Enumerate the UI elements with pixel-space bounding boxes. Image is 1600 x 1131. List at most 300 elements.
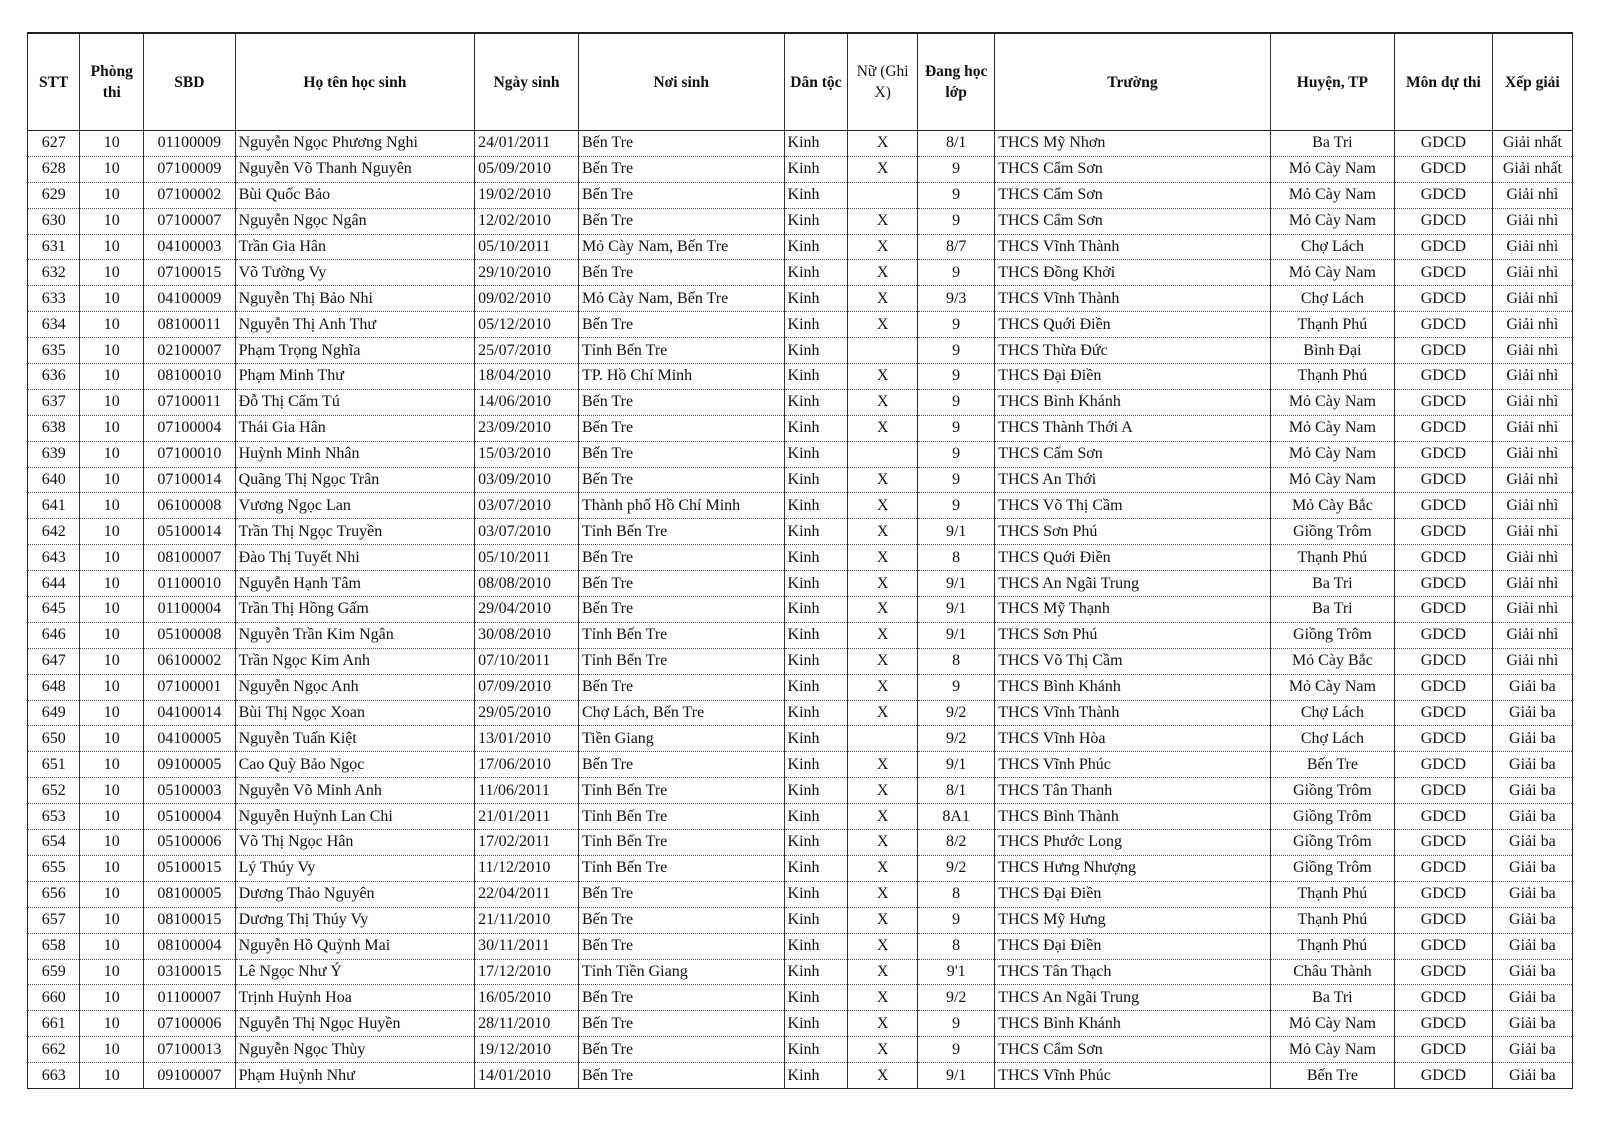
cell-huyen-tp: Thạnh Phú (1270, 933, 1394, 959)
cell-xep-giai: Giải ba (1492, 985, 1572, 1011)
table-row (28, 519, 1573, 545)
cell-noi-sinh: Bến Tre (578, 1037, 784, 1063)
cell-stt: 651 (28, 752, 80, 778)
cell-ho-ten: Lý Thúy Vy (235, 855, 475, 881)
cell-phong-thi: 10 (80, 804, 144, 830)
cell-nu: X (848, 260, 918, 286)
cell-truong: THCS Mỹ Nhơn (995, 131, 1270, 157)
cell-ngay-sinh: 07/09/2010 (475, 674, 579, 700)
cell-nu: X (848, 156, 918, 182)
cell-truong: THCS Quới Điền (995, 545, 1270, 571)
cell-sbd: 01100004 (144, 597, 235, 623)
cell-xep-giai: Giải nhất (1492, 156, 1572, 182)
header-noi-sinh: Nơi sinh (578, 33, 784, 131)
cell-dang-hoc-lop: 8 (918, 881, 995, 907)
cell-xep-giai: Giải nhì (1492, 597, 1572, 623)
cell-phong-thi: 10 (80, 389, 144, 415)
cell-xep-giai: Giải ba (1492, 959, 1572, 985)
cell-truong: THCS Vĩnh Thành (995, 286, 1270, 312)
cell-nu: X (848, 674, 918, 700)
header-mon-du-thi: Môn dự thi (1395, 33, 1493, 131)
cell-sbd: 05100014 (144, 519, 235, 545)
header-phong-thi: Phòng thi (80, 33, 144, 131)
header-dan-toc: Dân tộc (784, 33, 848, 131)
table-row (28, 415, 1573, 441)
cell-ho-ten: Trần Gia Hân (235, 234, 475, 260)
cell-sbd: 07100013 (144, 1037, 235, 1063)
cell-dang-hoc-lop: 9 (918, 467, 995, 493)
cell-xep-giai: Giải nhì (1492, 441, 1572, 467)
cell-huyen-tp: Thạnh Phú (1270, 312, 1394, 338)
cell-phong-thi: 10 (80, 881, 144, 907)
cell-noi-sinh: Bến Tre (578, 208, 784, 234)
table-row (28, 959, 1573, 985)
table-row (28, 674, 1573, 700)
cell-dan-toc: Kinh (784, 648, 848, 674)
table-row (28, 545, 1573, 571)
cell-mon-du-thi: GDCD (1395, 959, 1493, 985)
cell-ngay-sinh: 13/01/2010 (475, 726, 579, 752)
cell-dang-hoc-lop: 8 (918, 933, 995, 959)
cell-mon-du-thi: GDCD (1395, 804, 1493, 830)
cell-truong: THCS Hưng Nhượng (995, 855, 1270, 881)
cell-dan-toc: Kinh (784, 182, 848, 208)
cell-ngay-sinh: 07/10/2011 (475, 648, 579, 674)
cell-xep-giai: Giải ba (1492, 933, 1572, 959)
cell-xep-giai: Giải ba (1492, 726, 1572, 752)
cell-stt: 627 (28, 131, 80, 157)
cell-sbd: 05100004 (144, 804, 235, 830)
cell-ho-ten: Quãng Thị Ngọc Trân (235, 467, 475, 493)
cell-ngay-sinh: 28/11/2010 (475, 1011, 579, 1037)
cell-nu: X (848, 778, 918, 804)
cell-noi-sinh: Bến Tre (578, 467, 784, 493)
cell-ho-ten: Thái Gia Hân (235, 415, 475, 441)
cell-dan-toc: Kinh (784, 441, 848, 467)
cell-xep-giai: Giải nhì (1492, 389, 1572, 415)
cell-stt: 663 (28, 1063, 80, 1089)
results-table (27, 32, 1573, 1089)
cell-sbd: 07100002 (144, 182, 235, 208)
cell-dang-hoc-lop: 9/1 (918, 571, 995, 597)
cell-noi-sinh: Chợ Lách, Bến Tre (578, 700, 784, 726)
cell-noi-sinh: Bến Tre (578, 881, 784, 907)
cell-ho-ten: Dương Thị Thúy Vy (235, 907, 475, 933)
cell-dang-hoc-lop: 9/1 (918, 519, 995, 545)
cell-mon-du-thi: GDCD (1395, 467, 1493, 493)
header-sbd: SBD (144, 33, 235, 131)
cell-dang-hoc-lop: 9/1 (918, 622, 995, 648)
header-xep-giai: Xếp giải (1492, 33, 1572, 131)
cell-nu (848, 726, 918, 752)
table-row (28, 648, 1573, 674)
cell-sbd: 05100008 (144, 622, 235, 648)
cell-ngay-sinh: 09/02/2010 (475, 286, 579, 312)
cell-huyen-tp: Giồng Trôm (1270, 804, 1394, 830)
cell-stt: 657 (28, 907, 80, 933)
cell-nu (848, 182, 918, 208)
cell-ho-ten: Phạm Huỳnh Như (235, 1063, 475, 1089)
cell-dang-hoc-lop: 9/1 (918, 1063, 995, 1089)
cell-dan-toc: Kinh (784, 156, 848, 182)
cell-mon-du-thi: GDCD (1395, 364, 1493, 390)
cell-noi-sinh: Bến Tre (578, 933, 784, 959)
cell-truong: THCS Sơn Phú (995, 519, 1270, 545)
cell-noi-sinh: Bến Tre (578, 597, 784, 623)
cell-xep-giai: Giải ba (1492, 752, 1572, 778)
cell-nu: X (848, 467, 918, 493)
cell-stt: 653 (28, 804, 80, 830)
table-row (28, 855, 1573, 881)
cell-nu: X (848, 985, 918, 1011)
cell-phong-thi: 10 (80, 985, 144, 1011)
table-row (28, 364, 1573, 390)
cell-truong: THCS Đại Điền (995, 933, 1270, 959)
cell-mon-du-thi: GDCD (1395, 674, 1493, 700)
cell-phong-thi: 10 (80, 312, 144, 338)
cell-huyen-tp: Thạnh Phú (1270, 545, 1394, 571)
cell-sbd: 08100015 (144, 907, 235, 933)
cell-dang-hoc-lop: 8 (918, 648, 995, 674)
cell-phong-thi: 10 (80, 131, 144, 157)
cell-phong-thi: 10 (80, 338, 144, 364)
cell-phong-thi: 10 (80, 260, 144, 286)
cell-phong-thi: 10 (80, 1037, 144, 1063)
cell-noi-sinh: Tỉnh Bến Tre (578, 778, 784, 804)
cell-stt: 643 (28, 545, 80, 571)
cell-sbd: 09100007 (144, 1063, 235, 1089)
cell-sbd: 01100010 (144, 571, 235, 597)
cell-dan-toc: Kinh (784, 907, 848, 933)
cell-ngay-sinh: 29/10/2010 (475, 260, 579, 286)
cell-mon-du-thi: GDCD (1395, 597, 1493, 623)
cell-sbd: 01100009 (144, 131, 235, 157)
cell-mon-du-thi: GDCD (1395, 131, 1493, 157)
cell-truong: THCS An Ngãi Trung (995, 571, 1270, 597)
cell-sbd: 07100015 (144, 260, 235, 286)
cell-huyen-tp: Chợ Lách (1270, 234, 1394, 260)
cell-noi-sinh: Bến Tre (578, 131, 784, 157)
cell-xep-giai: Giải ba (1492, 881, 1572, 907)
cell-truong: THCS Vĩnh Hòa (995, 726, 1270, 752)
cell-sbd: 08100005 (144, 881, 235, 907)
cell-dang-hoc-lop: 9 (918, 364, 995, 390)
cell-huyen-tp: Ba Tri (1270, 985, 1394, 1011)
cell-noi-sinh: Bến Tre (578, 545, 784, 571)
cell-sbd: 07100007 (144, 208, 235, 234)
header-truong: Trường (995, 33, 1270, 131)
cell-dan-toc: Kinh (784, 415, 848, 441)
cell-sbd: 04100003 (144, 234, 235, 260)
cell-ngay-sinh: 15/03/2010 (475, 441, 579, 467)
cell-mon-du-thi: GDCD (1395, 415, 1493, 441)
cell-noi-sinh: Bến Tre (578, 182, 784, 208)
cell-xep-giai: Giải nhì (1492, 622, 1572, 648)
cell-xep-giai: Giải ba (1492, 1063, 1572, 1089)
cell-huyen-tp: Chợ Lách (1270, 700, 1394, 726)
cell-stt: 662 (28, 1037, 80, 1063)
cell-ho-ten: Trần Thị Hồng Gấm (235, 597, 475, 623)
table-row (28, 778, 1573, 804)
cell-noi-sinh: Tỉnh Bến Tre (578, 855, 784, 881)
cell-xep-giai: Giải nhì (1492, 415, 1572, 441)
cell-phong-thi: 10 (80, 1063, 144, 1089)
cell-dang-hoc-lop: 9 (918, 338, 995, 364)
cell-truong: THCS Võ Thị Cầm (995, 648, 1270, 674)
cell-truong: THCS Tân Thạch (995, 959, 1270, 985)
cell-mon-du-thi: GDCD (1395, 830, 1493, 856)
cell-ho-ten: Nguyễn Thị Ngọc Huyền (235, 1011, 475, 1037)
cell-stt: 648 (28, 674, 80, 700)
table-row (28, 156, 1573, 182)
cell-huyen-tp: Giồng Trôm (1270, 519, 1394, 545)
cell-mon-du-thi: GDCD (1395, 985, 1493, 1011)
cell-dan-toc: Kinh (784, 778, 848, 804)
cell-nu: X (848, 700, 918, 726)
cell-xep-giai: Giải nhì (1492, 234, 1572, 260)
cell-mon-du-thi: GDCD (1395, 907, 1493, 933)
header-ho-ten: Họ tên học sinh (235, 33, 475, 131)
cell-sbd: 08100004 (144, 933, 235, 959)
cell-sbd: 03100015 (144, 959, 235, 985)
cell-truong: THCS Võ Thị Cầm (995, 493, 1270, 519)
cell-ho-ten: Võ Thị Ngọc Hân (235, 830, 475, 856)
cell-xep-giai: Giải nhì (1492, 519, 1572, 545)
table-body (28, 131, 1573, 1089)
cell-stt: 655 (28, 855, 80, 881)
cell-mon-du-thi: GDCD (1395, 855, 1493, 881)
cell-dang-hoc-lop: 9 (918, 1037, 995, 1063)
cell-huyen-tp: Bến Tre (1270, 1063, 1394, 1089)
cell-huyen-tp: Giồng Trôm (1270, 830, 1394, 856)
cell-dan-toc: Kinh (784, 933, 848, 959)
cell-xep-giai: Giải ba (1492, 1037, 1572, 1063)
cell-stt: 642 (28, 519, 80, 545)
cell-ngay-sinh: 19/02/2010 (475, 182, 579, 208)
cell-ngay-sinh: 11/06/2011 (475, 778, 579, 804)
cell-dang-hoc-lop: 9 (918, 674, 995, 700)
cell-huyen-tp: Mỏ Cày Nam (1270, 415, 1394, 441)
cell-xep-giai: Giải ba (1492, 1011, 1572, 1037)
cell-sbd: 06100002 (144, 648, 235, 674)
table-row (28, 208, 1573, 234)
cell-huyen-tp: Ba Tri (1270, 131, 1394, 157)
cell-mon-du-thi: GDCD (1395, 1063, 1493, 1089)
cell-sbd: 04100014 (144, 700, 235, 726)
cell-ngay-sinh: 03/07/2010 (475, 493, 579, 519)
cell-stt: 634 (28, 312, 80, 338)
cell-stt: 641 (28, 493, 80, 519)
cell-truong: THCS Bình Khánh (995, 389, 1270, 415)
table-row (28, 493, 1573, 519)
cell-ngay-sinh: 12/02/2010 (475, 208, 579, 234)
cell-truong: THCS Tân Thanh (995, 778, 1270, 804)
cell-noi-sinh: Bến Tre (578, 1063, 784, 1089)
cell-ho-ten: Dương Thảo Nguyên (235, 881, 475, 907)
cell-ngay-sinh: 05/12/2010 (475, 312, 579, 338)
cell-mon-du-thi: GDCD (1395, 752, 1493, 778)
cell-phong-thi: 10 (80, 855, 144, 881)
cell-noi-sinh: Bến Tre (578, 571, 784, 597)
cell-ngay-sinh: 17/12/2010 (475, 959, 579, 985)
cell-noi-sinh: Tỉnh Bến Tre (578, 830, 784, 856)
cell-sbd: 08100007 (144, 545, 235, 571)
cell-sbd: 07100014 (144, 467, 235, 493)
cell-ho-ten: Trịnh Huỳnh Hoa (235, 985, 475, 1011)
cell-phong-thi: 10 (80, 364, 144, 390)
table-row (28, 933, 1573, 959)
cell-stt: 654 (28, 830, 80, 856)
cell-noi-sinh: Bến Tre (578, 907, 784, 933)
cell-dan-toc: Kinh (784, 493, 848, 519)
cell-dang-hoc-lop: 9/2 (918, 985, 995, 1011)
cell-nu: X (848, 959, 918, 985)
cell-noi-sinh: Bến Tre (578, 985, 784, 1011)
cell-mon-du-thi: GDCD (1395, 312, 1493, 338)
cell-xep-giai: Giải nhất (1492, 131, 1572, 157)
cell-stt: 658 (28, 933, 80, 959)
cell-nu: X (848, 622, 918, 648)
cell-dan-toc: Kinh (784, 881, 848, 907)
cell-nu: X (848, 597, 918, 623)
cell-dan-toc: Kinh (784, 312, 848, 338)
table-row (28, 1063, 1573, 1089)
cell-noi-sinh: Bến Tre (578, 156, 784, 182)
cell-huyen-tp: Mỏ Cày Nam (1270, 674, 1394, 700)
cell-dang-hoc-lop: 9 (918, 907, 995, 933)
cell-huyen-tp: Mỏ Cày Nam (1270, 389, 1394, 415)
cell-dan-toc: Kinh (784, 985, 848, 1011)
cell-mon-du-thi: GDCD (1395, 156, 1493, 182)
cell-stt: 628 (28, 156, 80, 182)
cell-noi-sinh: Mỏ Cày Nam, Bến Tre (578, 286, 784, 312)
cell-phong-thi: 10 (80, 415, 144, 441)
cell-sbd: 04100009 (144, 286, 235, 312)
cell-mon-du-thi: GDCD (1395, 881, 1493, 907)
cell-dan-toc: Kinh (784, 131, 848, 157)
cell-noi-sinh: Thành phố Hồ Chí Minh (578, 493, 784, 519)
cell-nu: X (848, 364, 918, 390)
cell-dan-toc: Kinh (784, 1037, 848, 1063)
cell-huyen-tp: Giồng Trôm (1270, 855, 1394, 881)
cell-ho-ten: Nguyễn Thị Anh Thư (235, 312, 475, 338)
cell-mon-du-thi: GDCD (1395, 286, 1493, 312)
cell-stt: 629 (28, 182, 80, 208)
cell-stt: 631 (28, 234, 80, 260)
cell-ngay-sinh: 08/08/2010 (475, 571, 579, 597)
cell-dan-toc: Kinh (784, 1063, 848, 1089)
cell-sbd: 08100011 (144, 312, 235, 338)
cell-nu: X (848, 907, 918, 933)
table-row (28, 985, 1573, 1011)
cell-sbd: 07100009 (144, 156, 235, 182)
cell-huyen-tp: Mỏ Cày Bắc (1270, 493, 1394, 519)
cell-dan-toc: Kinh (784, 234, 848, 260)
cell-nu: X (848, 881, 918, 907)
cell-stt: 645 (28, 597, 80, 623)
cell-truong: THCS Cẩm Sơn (995, 1037, 1270, 1063)
cell-huyen-tp: Giồng Trôm (1270, 622, 1394, 648)
cell-sbd: 01100007 (144, 985, 235, 1011)
cell-dang-hoc-lop: 9 (918, 1011, 995, 1037)
cell-truong: THCS Bình Khánh (995, 1011, 1270, 1037)
cell-ho-ten: Nguyễn Võ Minh Anh (235, 778, 475, 804)
cell-dan-toc: Kinh (784, 545, 848, 571)
cell-stt: 656 (28, 881, 80, 907)
cell-sbd: 07100010 (144, 441, 235, 467)
cell-nu: X (848, 312, 918, 338)
cell-phong-thi: 10 (80, 467, 144, 493)
table-row (28, 700, 1573, 726)
cell-phong-thi: 10 (80, 208, 144, 234)
cell-phong-thi: 10 (80, 1011, 144, 1037)
cell-dan-toc: Kinh (784, 726, 848, 752)
cell-truong: THCS Vĩnh Phúc (995, 752, 1270, 778)
cell-noi-sinh: Bến Tre (578, 312, 784, 338)
cell-noi-sinh: Tỉnh Bến Tre (578, 622, 784, 648)
cell-ngay-sinh: 23/09/2010 (475, 415, 579, 441)
cell-stt: 660 (28, 985, 80, 1011)
cell-ho-ten: Nguyễn Võ Thanh Nguyên (235, 156, 475, 182)
cell-stt: 644 (28, 571, 80, 597)
table-row (28, 622, 1573, 648)
cell-nu: X (848, 855, 918, 881)
cell-ngay-sinh: 19/12/2010 (475, 1037, 579, 1063)
cell-nu: X (848, 415, 918, 441)
table-row (28, 726, 1573, 752)
cell-ngay-sinh: 22/04/2011 (475, 881, 579, 907)
cell-xep-giai: Giải ba (1492, 700, 1572, 726)
cell-sbd: 05100015 (144, 855, 235, 881)
cell-phong-thi: 10 (80, 752, 144, 778)
cell-nu: X (848, 933, 918, 959)
cell-ho-ten: Bùi Quốc Bảo (235, 182, 475, 208)
cell-xep-giai: Giải ba (1492, 855, 1572, 881)
cell-dang-hoc-lop: 9 (918, 493, 995, 519)
cell-phong-thi: 10 (80, 441, 144, 467)
cell-ngay-sinh: 05/10/2011 (475, 545, 579, 571)
cell-noi-sinh: Tỉnh Tiền Giang (578, 959, 784, 985)
cell-dang-hoc-lop: 8/7 (918, 234, 995, 260)
cell-ngay-sinh: 25/07/2010 (475, 338, 579, 364)
cell-ho-ten: Đỗ Thị Cẩm Tú (235, 389, 475, 415)
cell-dang-hoc-lop: 9/1 (918, 752, 995, 778)
cell-ho-ten: Nguyễn Ngọc Phương Nghi (235, 131, 475, 157)
cell-stt: 637 (28, 389, 80, 415)
cell-truong: THCS Vĩnh Thành (995, 234, 1270, 260)
cell-dan-toc: Kinh (784, 597, 848, 623)
cell-noi-sinh: Bến Tre (578, 441, 784, 467)
cell-nu: X (848, 208, 918, 234)
cell-nu: X (848, 389, 918, 415)
cell-noi-sinh: Tỉnh Bến Tre (578, 804, 784, 830)
cell-mon-du-thi: GDCD (1395, 338, 1493, 364)
cell-dan-toc: Kinh (784, 364, 848, 390)
cell-huyen-tp: Mỏ Cày Bắc (1270, 648, 1394, 674)
cell-ngay-sinh: 29/04/2010 (475, 597, 579, 623)
header-nu: Nữ (Ghi X) (848, 33, 918, 131)
cell-nu: X (848, 131, 918, 157)
cell-dan-toc: Kinh (784, 260, 848, 286)
cell-noi-sinh: Tỉnh Bến Tre (578, 519, 784, 545)
cell-dang-hoc-lop: 9/3 (918, 286, 995, 312)
cell-dan-toc: Kinh (784, 519, 848, 545)
table-row (28, 571, 1573, 597)
header-dang-hoc-lop: Đang học lớp (918, 33, 995, 131)
cell-mon-du-thi: GDCD (1395, 234, 1493, 260)
cell-ngay-sinh: 21/11/2010 (475, 907, 579, 933)
cell-dang-hoc-lop: 8A1 (918, 804, 995, 830)
